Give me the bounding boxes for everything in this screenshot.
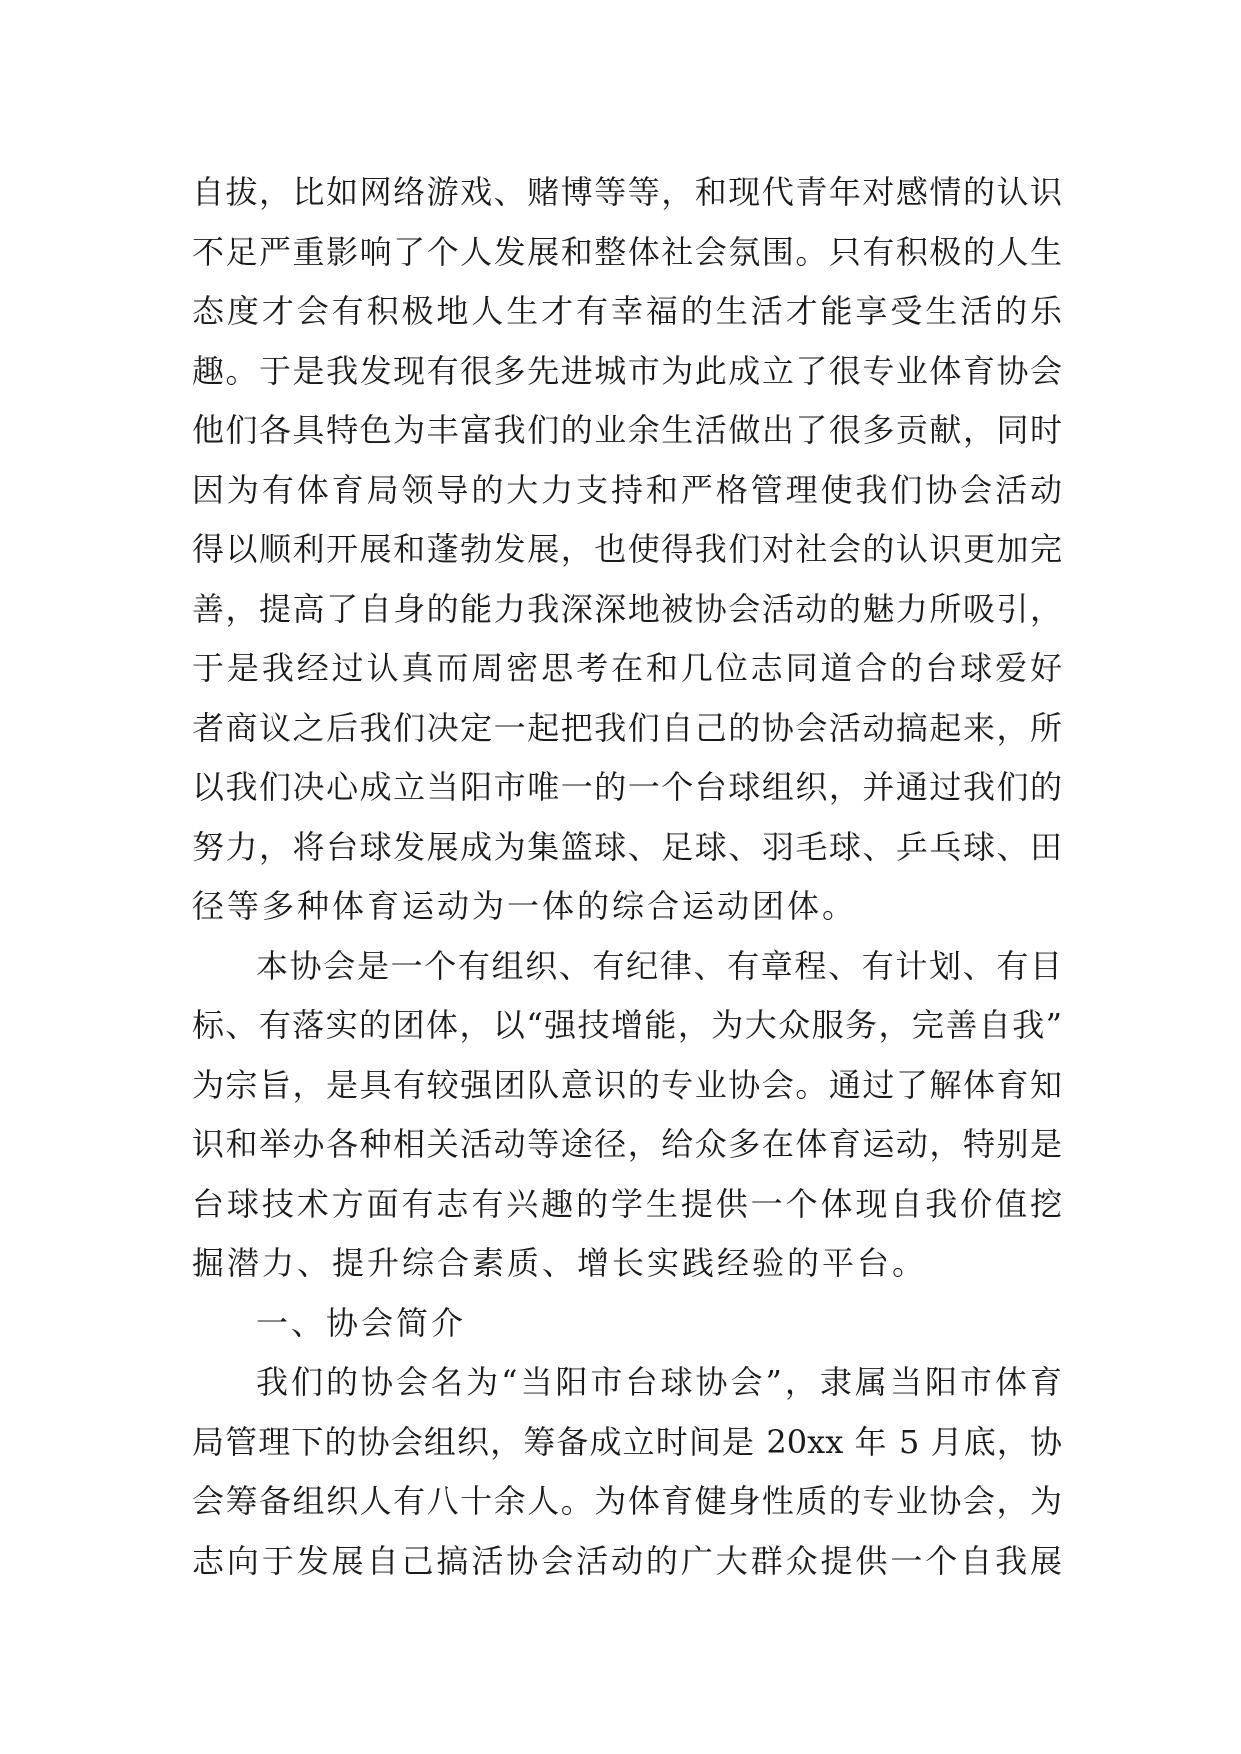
text-line: 标、有落实的团体，以“强技增能，为大众服务，完善自我” [192, 1006, 1062, 1044]
text-line: 得以顺利开展和蓬勃发展，也使得我们对社会的认识更加完 [192, 530, 1062, 568]
text-line: 自拔，比如网络游戏、赌博等等，和现代青年对感情的认识 [192, 173, 1062, 211]
text-line: 者商议之后我们决定一起把我们自己的协会活动搞起来，所 [192, 708, 1062, 747]
paragraph-end-line: 掘潜力、提升综合素质、增长实践经验的平台。 [192, 1244, 928, 1282]
text-line: 会筹备组织人有八十余人。为体育健身性质的专业协会，为 [192, 1482, 1062, 1520]
text-line: 善，提高了自身的能力我深深地被协会活动的魅力所吸引， [192, 589, 1062, 628]
paragraph-start-line: 我们的协会名为“当阳市台球协会”，隶属当阳市体育 [256, 1363, 1062, 1401]
text-line: 他们各具特色为丰富我们的业余生活做出了很多贡献，同时 [192, 411, 1062, 449]
text-line: 态度才会有积极地人生才有幸福的生活才能享受生活的乐 [192, 292, 1062, 330]
text-line: 因为有体育局领导的大力支持和严格管理使我们协会活动 [192, 470, 1062, 509]
text-line: 识和举办各种相关活动等途径，给众多在体育运动，特别是 [192, 1125, 1062, 1163]
text-line: 为宗旨，是具有较强团队意识的专业协会。通过了解体育知 [192, 1065, 1062, 1104]
text-line: 志向于发展自己搞活协会活动的广大群众提供一个自我展 [192, 1541, 1062, 1580]
document-body [192, 163, 1062, 1591]
text-line: 局管理下的协会组织，筹备成立时间是 20xx 年 5 月底，协 [192, 1422, 1062, 1461]
paragraph-start-line: 本协会是一个有组织、有纪律、有章程、有计划、有目 [256, 946, 1062, 985]
section-heading: 一、协会简介 [256, 1303, 467, 1342]
text-line: 于是我经过认真而周密思考在和几位志同道合的台球爱好 [192, 649, 1062, 687]
text-line: 努力，将台球发展成为集篮球、足球、羽毛球、乒乓球、田 [192, 827, 1062, 866]
text-line: 趣。于是我发现有很多先进城市为此成立了很专业体育协会 [192, 351, 1062, 390]
text-line: 以我们决心成立当阳市唯一的一个台球组织，并通过我们的 [192, 768, 1062, 806]
text-line: 不足严重影响了个人发展和整体社会氛围。只有积极的人生 [192, 232, 1062, 271]
paragraph-end-line: 径等多种体育运动为一体的综合运动团体。 [192, 887, 858, 925]
text-line: 台球技术方面有志有兴趣的学生提供一个体现自我价值挖 [192, 1184, 1062, 1223]
